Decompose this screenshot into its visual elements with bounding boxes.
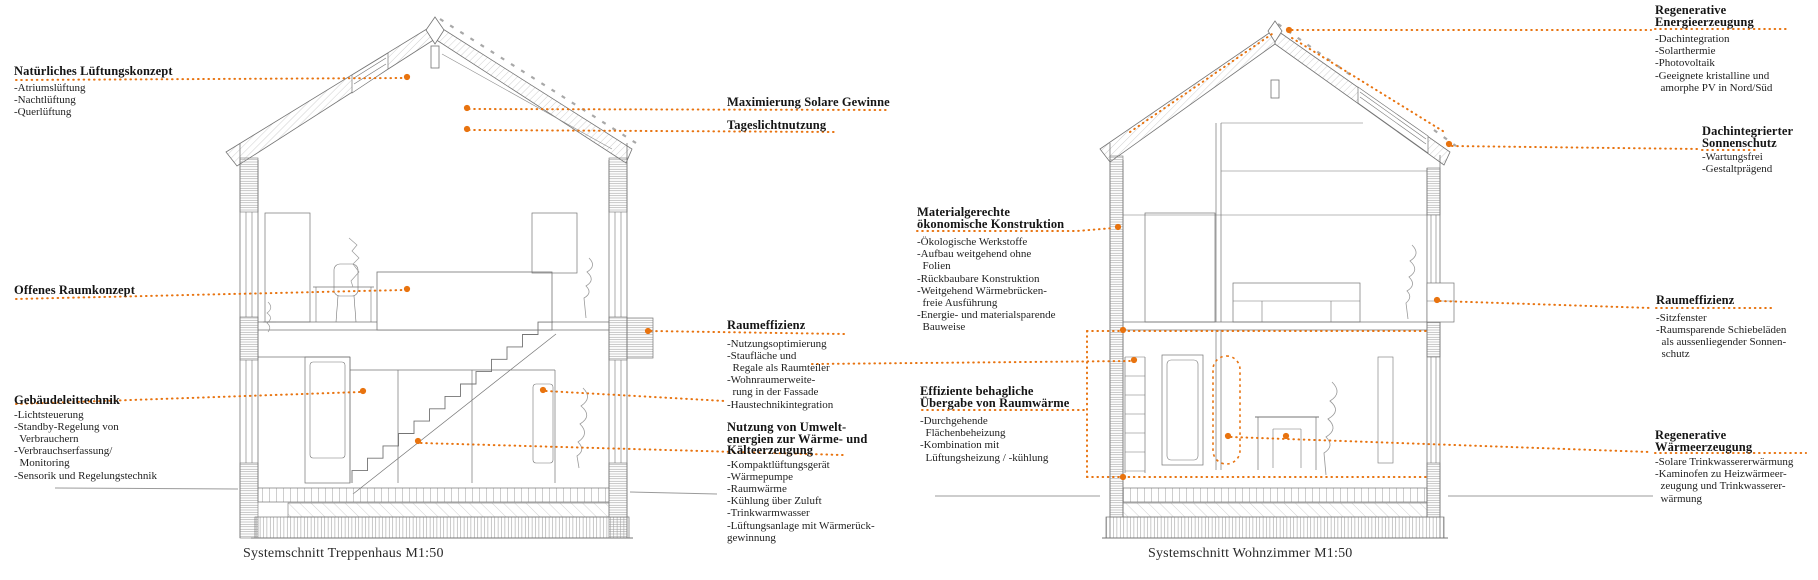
annotation-heading: Natürliches Lüftungskonzept — [14, 64, 173, 78]
annotation-heading: Wärmeerzeugung — [1655, 439, 1753, 454]
roof-skylight — [352, 53, 388, 93]
leader-line — [812, 361, 1131, 364]
annotation-item: amorphe PV in Nord/Süd — [1655, 81, 1773, 94]
anchor-dot — [1434, 297, 1440, 303]
annotation-item-list — [727, 459, 875, 544]
annotation-heading: energien zur Wärme- und — [727, 431, 868, 446]
anchor-dot — [464, 126, 470, 132]
annotation-heading: Nutzung von Umwelt- — [727, 420, 847, 434]
annotation-item: -Solarthermie — [1655, 45, 1716, 58]
annotation-offenes-raumkonzept — [14, 285, 135, 297]
annotation-heading: Dachintegrierter — [1702, 124, 1794, 138]
annotation-heading: Effiziente behagliche — [920, 384, 1034, 398]
caption-wohnzimmer: Systemschnitt Wohnzimmer M1:50 — [1148, 546, 1353, 561]
annotation-item-list — [1655, 456, 1793, 505]
annotation-item: als aussenliegender Sonnen- — [1656, 335, 1787, 348]
annotation-raumeffizienz-links — [727, 320, 833, 411]
annotation-item: -Wärmepumpe — [727, 470, 793, 483]
annotation-item: -Raumwärme — [727, 482, 787, 495]
annotation-heading: Offenes Raumkonzept — [14, 283, 135, 297]
anchor-dot — [1446, 141, 1452, 147]
annotation-item: -Nutzungsoptimierung — [727, 337, 827, 350]
anchor-dot — [360, 388, 366, 394]
anchor-dot — [1131, 357, 1137, 363]
anchor-dot — [1120, 474, 1126, 480]
annotation-item: -Gestaltprägend — [1702, 163, 1773, 176]
annotation-natuerliches-lueftungskonzept — [14, 66, 173, 118]
plant-sketch — [267, 302, 271, 332]
terrain-line — [55, 488, 238, 489]
annotation-heading: Maximierung Solare Gewinne — [727, 95, 890, 109]
annotation-item: -Wartungsfrei — [1702, 151, 1763, 163]
annotation-heading: Übergabe von Raumwärme — [920, 395, 1070, 410]
facade-bay-element — [627, 318, 653, 358]
annotation-item: Flächenbeheizung — [920, 427, 1006, 440]
leader-lines — [16, 29, 1806, 496]
wall-insulation — [240, 158, 258, 212]
annotation-item: -Durchgehende — [920, 415, 988, 427]
plant-sketch — [577, 388, 588, 468]
stair-stringer — [353, 334, 556, 494]
caption-treppenhaus: Systemschnitt Treppenhaus M1:50 — [243, 546, 444, 561]
roof-window-sunshade — [1358, 87, 1428, 153]
annotation-item: zeugung und Trinkwasserer- — [1655, 480, 1786, 493]
annotation-item: -Rückbaubare Konstruktion — [917, 272, 1040, 285]
annotation-nutzung-umweltenergien — [727, 422, 875, 544]
stove-zone-marker — [1213, 356, 1240, 464]
floor-slab — [288, 503, 609, 517]
leader-line — [1440, 301, 1651, 308]
marked-zones — [1213, 356, 1240, 464]
wohnzimmer-section-drawing — [1100, 21, 1456, 538]
leader-line — [1231, 437, 1650, 452]
annotation-regenerative-energieerzeugung — [1655, 5, 1772, 94]
annotation-item: -Nachtlüftung — [14, 93, 76, 106]
annotation-item-list — [920, 415, 1069, 464]
annotation-item: -Wohnraumerweite- — [727, 374, 816, 387]
annotation-heading: Raumeffizienz — [727, 318, 806, 332]
annotation-item-list — [1655, 33, 1772, 94]
annotation-heading: ökonomische Konstruktion — [917, 216, 1065, 231]
annotation-item: rung in der Fassade — [727, 386, 819, 399]
annotation-tageslichtnutzung — [727, 120, 826, 132]
annotation-regenerative-waermeerzeugung — [1655, 430, 1793, 505]
annotation-item: -Verbrauchserfassung/ — [14, 445, 113, 458]
annotation-item: -Lüftungsanlage mit Wärmerück- — [727, 519, 875, 532]
annotation-heading: Regenerative — [1655, 428, 1727, 442]
roof-left-slope — [1100, 29, 1275, 162]
annotation-maximierung-solare-gewinne — [727, 97, 890, 109]
anchor-dot — [1120, 327, 1126, 333]
terrain-line — [630, 492, 717, 494]
annotation-item-list — [917, 236, 1064, 334]
annotation-item: -Kompaktlüftungsgerät — [727, 458, 830, 471]
annotation-item: -Solare Trinkwassererwärmung — [1655, 456, 1794, 468]
anchor-dot — [404, 74, 410, 80]
annotation-heading: Tageslichtnutzung — [727, 118, 827, 132]
floor-deck — [258, 488, 609, 502]
leader-line — [546, 391, 725, 401]
annotation-gebaeudeleittechnik — [14, 395, 157, 482]
annotation-item: -Raumsparende Schiebeläden — [1656, 323, 1787, 336]
annotation-item: -Kühlung über Zuluft — [727, 495, 822, 508]
leader-line — [1292, 38, 1446, 133]
annotation-item: Monitoring — [14, 457, 70, 470]
ridge-post — [431, 46, 439, 68]
annotation-raumeffizienz-rechts — [1656, 295, 1786, 360]
leader-line — [1452, 146, 1699, 149]
annotation-item: -Atriumslüftung — [14, 81, 86, 94]
floor-deck — [1123, 488, 1427, 502]
annotation-item: Bauweise — [917, 321, 966, 334]
ridge-post — [1271, 80, 1279, 98]
annotation-item: -Weitgehend Wärmebrücken- — [917, 284, 1047, 297]
annotation-effiziente-uebergabe-raumwaerme — [920, 386, 1069, 464]
staircase — [352, 322, 553, 483]
annotation-item: -Lichtsteuerung — [14, 408, 84, 421]
cabinet — [305, 357, 350, 483]
annotation-heading: Sonnenschutz — [1702, 135, 1777, 150]
annotation-item: -Ökologische Werkstoffe — [917, 236, 1028, 248]
annotation-item: wärmung — [1655, 492, 1703, 505]
annotation-item: -Kaminofen zu Heizwärmeer- — [1655, 468, 1787, 481]
annotation-item: schutz — [1656, 348, 1690, 361]
annotation-item: Folien — [917, 260, 951, 273]
annotation-item-list — [1702, 151, 1793, 175]
plant-sketch — [1324, 382, 1337, 475]
annotation-item: -Standby-Regelung von — [14, 420, 119, 433]
annotation-item: -Aufbau weitgehend ohne — [917, 248, 1032, 261]
annotation-item-list — [14, 82, 173, 119]
anchor-dot — [415, 438, 421, 444]
annotation-item: -Trinkwarmwasser — [727, 507, 810, 520]
floor-slab — [1123, 503, 1427, 517]
window-frame — [1378, 357, 1393, 463]
annotation-item: -Staufläche und — [727, 349, 797, 362]
person-sketch — [349, 238, 359, 287]
anchor-dot — [1286, 27, 1292, 33]
wall-insulation — [1110, 156, 1123, 517]
annotation-item: -Photovoltaik — [1655, 57, 1715, 70]
annotation-item: gewinnung — [727, 531, 776, 544]
anchor-dot — [645, 328, 651, 334]
annotation-heading: Gebäudeleittechnik — [14, 393, 120, 407]
annotation-heading: Raumeffizienz — [1656, 293, 1735, 307]
annotation-materialgerechte-konstruktion — [917, 207, 1064, 334]
annotation-item-list — [727, 338, 833, 411]
annotation-heading: Kälteerzeugung — [727, 443, 814, 457]
anchor-dot — [540, 387, 546, 393]
annotation-item-list — [14, 409, 157, 482]
plant-sketch — [1406, 245, 1416, 319]
annotation-item: -Sensorik und Regelungstechnik — [14, 469, 157, 482]
stair-box — [377, 272, 552, 330]
annotation-item: Verbrauchern — [14, 432, 79, 445]
annotation-item: -Sitzfenster — [1656, 311, 1707, 324]
roof-shingle-ticks — [440, 19, 636, 143]
annotation-item: Lüftungsheizung / -kühlung — [920, 451, 1049, 464]
anchor-dot — [464, 105, 470, 111]
sitzfenster — [1427, 283, 1454, 322]
foundation — [255, 517, 629, 538]
plant-sketch — [584, 258, 593, 318]
foundation — [1106, 517, 1444, 538]
annotation-heading: Regenerative — [1655, 3, 1727, 17]
attic-brace — [442, 54, 612, 149]
annotation-dachintegrierter-sonnenschutz — [1702, 126, 1793, 175]
annotation-item: -Dachintegration — [1655, 33, 1730, 45]
annotation-item-list — [1656, 312, 1786, 361]
annotation-heading: Materialgerechte — [917, 205, 1010, 219]
roof-right-slope — [435, 24, 632, 163]
treppenhaus-section-drawing — [226, 17, 653, 538]
annotation-item: -Kombination mit — [920, 439, 1000, 452]
annotation-item: Regale als Raumteiler — [727, 361, 830, 374]
wardrobe — [265, 213, 310, 322]
anchor-dot — [1225, 433, 1231, 439]
annotation-item: -Geeignete kristalline und — [1655, 69, 1770, 82]
annotation-item: -Querlüftung — [14, 105, 72, 118]
anchor-dot — [1115, 224, 1121, 230]
anchor-dot — [404, 286, 410, 292]
wardrobe — [1145, 213, 1215, 322]
roof-left-slope — [226, 24, 435, 166]
annotation-item: -Energie- und materialsparende — [917, 309, 1056, 322]
leader-line — [469, 109, 887, 110]
annotation-item: -Haustechnikintegration — [727, 398, 834, 411]
annotation-item: freie Ausführung — [917, 297, 998, 310]
annotation-heading: Energieerzeugung — [1655, 14, 1754, 29]
sideboard — [1233, 283, 1360, 322]
anchor-dot — [1283, 433, 1289, 439]
door — [1162, 355, 1203, 465]
